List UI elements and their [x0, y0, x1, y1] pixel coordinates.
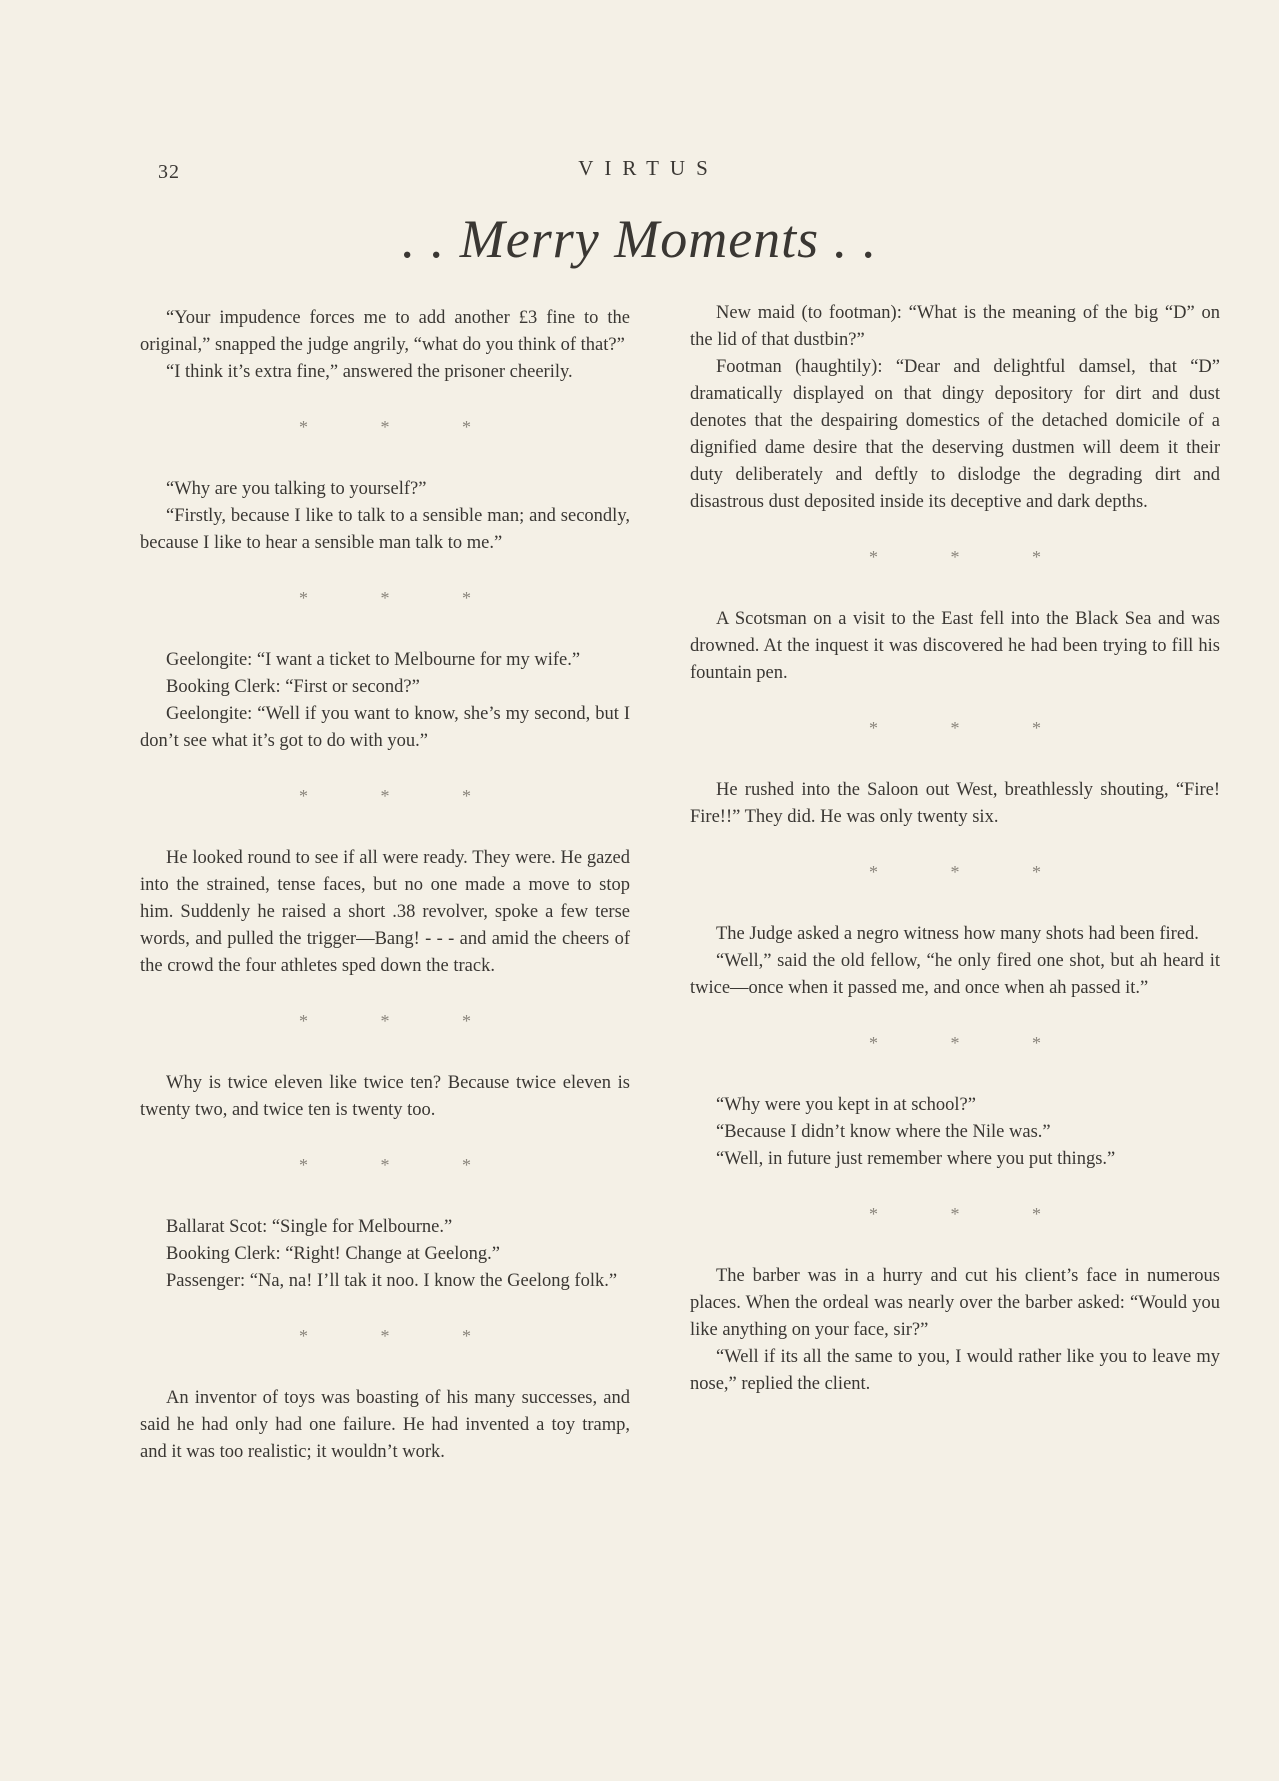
joke-block [690, 777, 1220, 831]
joke-paragraph: “Well if its all the same to you, I would rather like you to leave my nose,” replied the client. [690, 1347, 1220, 1394]
joke-paragraph: He looked round to see if all were ready. They were. He gazed into the strained, tense faces, but no one made a move to stop him. Suddenly he raised a short .38 revolver, spoke a few terse words, and pulled the trigger—Bang! - - - and amid the cheers of the crowd the four athletes sped down the track. [140, 848, 630, 976]
asterism-separator: * * * [299, 1011, 505, 1031]
joke-block [140, 305, 630, 386]
joke-paragraph: Booking Clerk: “Right! Change at Geelong.” [166, 1244, 500, 1264]
page-title: . . Merry Moments . . [401, 209, 878, 269]
asterism-separator: * * * [869, 547, 1075, 567]
joke-block [140, 647, 630, 755]
asterism-separator: * * * [299, 417, 505, 437]
asterism-separator: * * * [299, 1155, 505, 1175]
joke-paragraph: The Judge asked a negro witness how many shots had been fired. [716, 924, 1199, 944]
left-column [140, 305, 630, 1466]
joke-paragraph: The barber was in a hurry and cut his client’s face in numerous places. When the ordeal was nearly over the barber asked: “Would you like anything on your face, sir?” [690, 1266, 1220, 1340]
joke-block [690, 1263, 1220, 1398]
joke-paragraph: “Why were you kept in at school?” [716, 1095, 976, 1115]
joke-paragraph: “Firstly, because I like to talk to a sensible man; and secondly, because I like to hear a sensible man talk to me.” [140, 506, 630, 553]
joke-paragraph: “Well,” said the old fellow, “he only fired one shot, but ah heard it twice—once when it passed me, and once when ah passed it.” [690, 951, 1220, 998]
asterism-separator: * * * [869, 862, 1075, 882]
joke-paragraph: New maid (to footman): “What is the meaning of the big “D” on the lid of that dustbin?” [690, 303, 1220, 350]
joke-block [140, 1070, 630, 1124]
joke-paragraph: Footman (haughtily): “Dear and delightful damsel, that “D” dramatically displayed on that dingy depository for dirt and dust denotes that the despairing domestics of the detached domicile of a dignified dame desire that the deserving dustmen will deem it their duty deliberately and deftly to dislodge the degrading dirt and disastrous dust deposited inside its deceptive and dark depths. [690, 357, 1220, 512]
joke-paragraph: Why is twice eleven like twice ten? Because twice eleven is twenty two, and twice ten is twenty too. [140, 1073, 630, 1120]
joke-paragraph: A Scotsman on a visit to the East fell into the Black Sea and was drowned. At the inquest it was discovered he had been trying to fill his fountain pen. [690, 609, 1220, 683]
page-number: 32 [158, 161, 180, 183]
joke-paragraph: Passenger: “Na, na! I’ll tak it noo. I know the Geelong folk.” [166, 1271, 618, 1291]
joke-paragraph: Booking Clerk: “First or second?” [166, 677, 420, 697]
asterism-separator: * * * [299, 588, 505, 608]
joke-paragraph: “Your impudence forces me to add another £3 fine to the original,” snapped the judge angrily, “what do you think of that?” [140, 308, 630, 355]
asterism-separator: * * * [869, 718, 1075, 738]
joke-paragraph: “Because I didn’t know where the Nile was.” [716, 1122, 1051, 1142]
joke-block [140, 476, 630, 557]
joke-paragraph: “I think it’s extra fine,” answered the prisoner cheerily. [166, 362, 573, 382]
joke-paragraph: Geelongite: “Well if you want to know, she’s my second, but I don’t see what it’s got to do with you.” [140, 704, 630, 751]
joke-paragraph: An inventor of toys was boasting of his many successes, and said he had only had one failure. He had invented a toy tramp, and it was too realistic; it wouldn’t work. [140, 1388, 630, 1462]
joke-block [140, 845, 630, 980]
joke-block [140, 1385, 630, 1466]
running-head: VIRTUS [578, 156, 719, 180]
joke-paragraph: “Well, in future just remember where you put things.” [716, 1149, 1116, 1169]
right-column [690, 300, 1220, 1398]
asterism-separator: * * * [299, 1326, 505, 1346]
asterism-separator: * * * [869, 1204, 1075, 1224]
asterism-separator: * * * [299, 786, 505, 806]
joke-block [690, 606, 1220, 687]
asterism-separator: * * * [869, 1033, 1075, 1053]
joke-block [140, 1214, 630, 1295]
joke-paragraph: Geelongite: “I want a ticket to Melbourne for my wife.” [166, 650, 581, 670]
joke-paragraph: He rushed into the Saloon out West, breathlessly shouting, “Fire! Fire!!” They did. He was only twenty six. [690, 780, 1220, 827]
joke-block [690, 1092, 1220, 1173]
joke-paragraph: “Why are you talking to yourself?” [166, 479, 427, 499]
joke-paragraph: Ballarat Scot: “Single for Melbourne.” [166, 1217, 453, 1237]
joke-block [690, 921, 1220, 1002]
joke-block [690, 300, 1220, 516]
